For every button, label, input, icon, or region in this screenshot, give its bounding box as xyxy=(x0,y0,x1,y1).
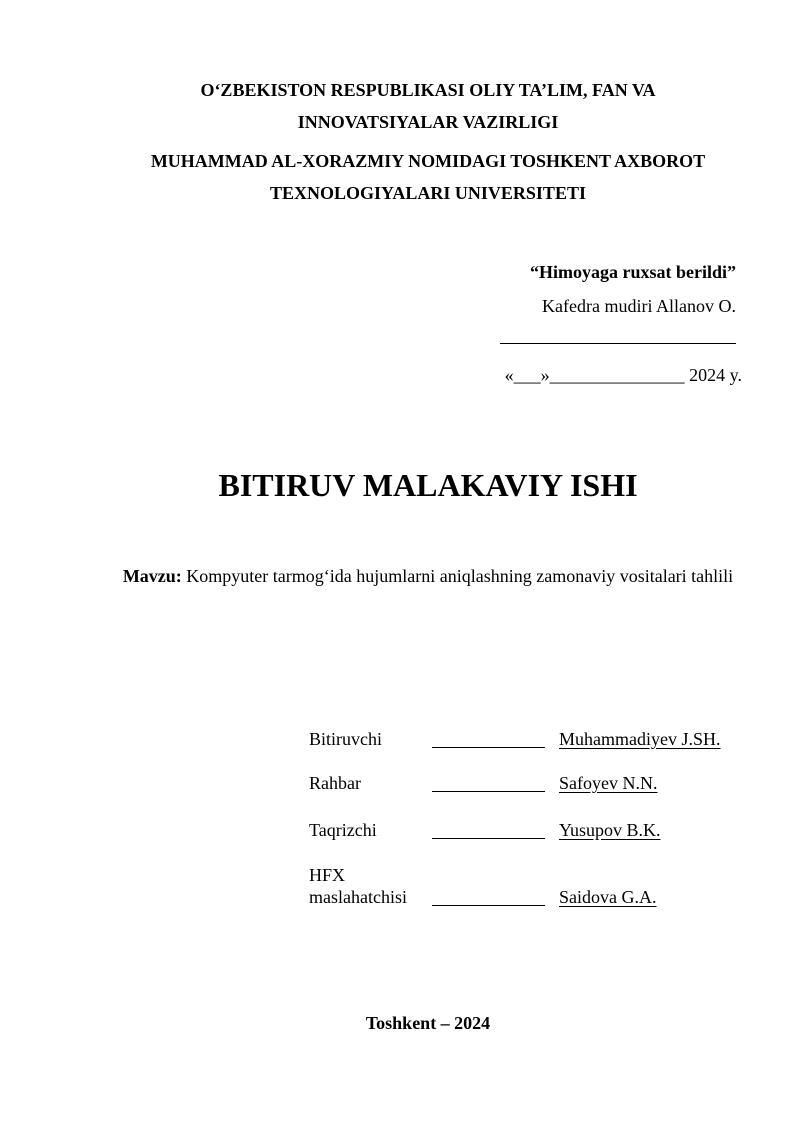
document-title: BITIRUV MALAKAVIY ISHI xyxy=(218,467,638,503)
topic xyxy=(120,560,736,592)
university-heading xyxy=(100,145,756,209)
department-head: Kafedra mudiri Allanov O. xyxy=(542,296,736,316)
signature-line xyxy=(432,838,545,839)
topic-text: Kompyuter tarmog‘ida hujumlarni aniqlashning zamonaviy vositalari tahlili xyxy=(181,566,734,586)
approval-block xyxy=(442,255,742,335)
university-line-1: MUHAMMAD AL-XORAZMIY NOMIDAGI TOSHKENT AXBOROT xyxy=(150,151,706,171)
ministry-heading xyxy=(100,74,756,138)
university-line-2: TEXNOLOGIYALARI UNIVERSITETI xyxy=(270,183,586,203)
signature-role-line-1: HFX xyxy=(309,865,346,885)
signature-name: Saidova G.A. xyxy=(559,887,657,907)
signature-name: Safoyev N.N. xyxy=(559,773,658,793)
topic-label: Mavzu: xyxy=(122,566,182,586)
signature-role: Taqrizchi xyxy=(309,820,377,840)
signature-name: Yusupov B.K. xyxy=(559,820,661,840)
ministry-line-2: INNOVATSIYALAR VAZIRLIGI xyxy=(297,112,559,132)
signature-role: Rahbar xyxy=(309,773,361,793)
approval-date: «___»_______________ 2024 y. xyxy=(504,365,742,385)
signature-name: Muhammadiyev J.SH. xyxy=(559,729,721,749)
ministry-line-1: O‘ZBEKISTON RESPUBLIKASI OLIY TA’LIM, FAN VA xyxy=(200,80,656,100)
approval-title: “Himoyaga ruxsat berildi” xyxy=(530,262,736,282)
approval-signature-line xyxy=(500,343,736,344)
signature-line xyxy=(432,905,545,906)
signature-role-line-2: maslahatchisi xyxy=(309,887,407,907)
city-year: Toshkent – 2024 xyxy=(365,1013,491,1033)
signature-line xyxy=(432,747,545,748)
signature-line xyxy=(432,791,545,792)
signature-role: Bitiruvchi xyxy=(309,729,382,749)
